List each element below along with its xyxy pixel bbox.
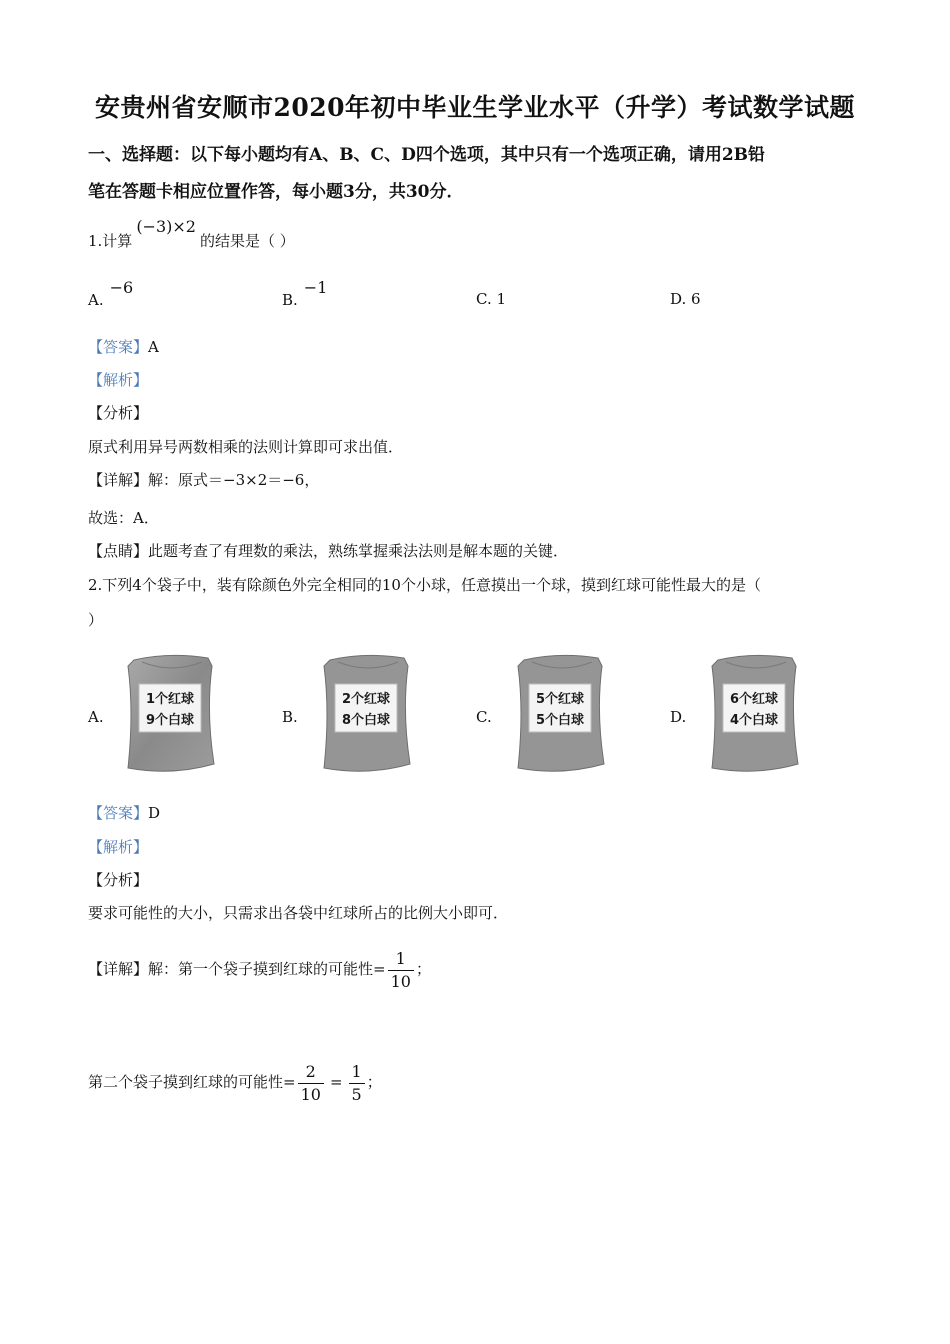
fraction-numerator: 1	[349, 1061, 365, 1084]
fraction-numerator: 2	[298, 1061, 324, 1084]
q2-fenxi: 要求可能性的大小，只需求出各袋中红球所占的比例大小即可．	[88, 904, 509, 922]
q1-answer-tag: 【答案】	[88, 338, 149, 356]
section-header-line1: 一、选择题：以下每小题均有A、B、C、D四个选项，其中只有一个选项正确，请用2B铅	[88, 145, 766, 165]
q1-option-b-letter: B.	[282, 291, 298, 309]
q2-detail-1-end: ；	[415, 960, 431, 978]
q2-bag-a	[122, 652, 218, 778]
q1-option-a	[88, 278, 134, 309]
fraction-denominator: 10	[300, 1084, 321, 1104]
q1-option-c-value: 1	[496, 290, 507, 308]
section-header-line2: 笔在答题卡相应位置作答，每小题3分，共30分．	[88, 182, 464, 202]
q2-detail-tag: 【详解】	[88, 960, 149, 978]
fraction-1-10	[388, 948, 414, 993]
q2-stem-line1: 2.下列4个袋子中，装有除颜色外完全相同的10个小球，任意摸出一个球，摸到红球可能性最大的是（	[88, 576, 761, 594]
fraction-denominator: 10	[390, 971, 411, 991]
q1-option-d-letter: D.	[670, 290, 687, 308]
q2-bag-c-label-1: 5个红球	[535, 692, 585, 707]
sack-image	[706, 652, 802, 774]
q2-bag-b-label-1: 2个红球	[341, 692, 391, 707]
q2-bag-b	[318, 652, 414, 778]
q2-detail-2-end: ；	[366, 1073, 382, 1091]
q1-option-a-value: −6	[109, 278, 134, 297]
q2-bag-d-label-2: 4个白球	[729, 713, 779, 728]
equals-sign: =	[329, 1073, 343, 1091]
q2-answer-value: D	[148, 804, 161, 822]
q2-detail-2	[88, 1059, 382, 1106]
q2-bag-b-letter: B.	[282, 708, 298, 726]
q1-answer-value: A	[148, 338, 159, 356]
q2-detail-1	[88, 946, 431, 993]
q2-answer	[88, 802, 160, 824]
fraction-1-5	[349, 1061, 365, 1106]
q1-option-c-letter: C.	[476, 290, 492, 308]
q1-suffix: 的结果是（ ）	[199, 232, 295, 250]
page-title: 安贵州省安顺市2020年初中毕业生学业水平（升学）考试数学试题	[94, 93, 856, 122]
q2-bag-a-letter: A.	[88, 708, 104, 726]
q1-prefix: 1.计算	[88, 232, 133, 250]
q2-bag-d-label-1: 6个红球	[729, 692, 779, 707]
q1-expression: (−3)×2	[136, 217, 196, 236]
q1-dianjing	[88, 540, 568, 562]
q1-option-d	[670, 290, 701, 308]
q2-bag-d-letter: D.	[670, 708, 687, 726]
q2-detail-2-text: 第二个袋子摸到红球的可能性=	[88, 1073, 296, 1091]
q2-bag-a-label-1: 1个红球	[145, 692, 195, 707]
q1-fenxi: 原式利用异号两数相乘的法则计算即可求出值．	[88, 438, 404, 456]
fraction-numerator: 1	[388, 948, 414, 971]
q1-option-b	[282, 278, 328, 309]
q2-fenxi-tag: 【分析】	[88, 871, 149, 889]
q1-option-a-letter: A.	[88, 291, 104, 309]
q1-stem	[88, 217, 295, 252]
q2-jiexi-tag: 【解析】	[88, 838, 149, 856]
q2-bag-b-label-2: 8个白球	[341, 713, 391, 728]
q1-answer	[88, 336, 159, 358]
q1-dianjing-text: 此题考查了有理数的乘法，熟练掌握乘法法则是解本题的关键．	[148, 542, 569, 560]
q1-choose: 故选：A．	[88, 509, 159, 527]
q2-detail-1-text: 解：第一个袋子摸到红球的可能性=	[148, 960, 386, 978]
sack-image	[122, 652, 218, 774]
q2-answer-tag: 【答案】	[88, 804, 149, 822]
q1-detail-tag: 【详解】	[88, 471, 149, 489]
q1-option-b-value: −1	[303, 278, 328, 297]
fraction-2-10	[298, 1061, 324, 1106]
q1-dianjing-tag: 【点睛】	[88, 542, 149, 560]
q1-fenxi-tag: 【分析】	[88, 404, 149, 422]
q1-detail-text: 解：原式＝−3×2＝−6，	[148, 471, 320, 489]
q2-bag-c	[512, 652, 608, 778]
q2-bag-c-label-2: 5个白球	[535, 713, 585, 728]
q2-bag-a-label-2: 9个白球	[145, 713, 195, 728]
sack-image	[512, 652, 608, 774]
q1-detail	[88, 469, 319, 491]
fraction-denominator: 5	[351, 1084, 362, 1104]
q2-bag-c-letter: C.	[476, 708, 492, 726]
q2-stem-line2: ）	[88, 611, 104, 629]
q2-bag-d	[706, 652, 802, 778]
q1-option-d-value: 6	[691, 290, 701, 308]
q1-jiexi-tag: 【解析】	[88, 371, 149, 389]
q1-option-c	[476, 290, 506, 308]
sack-image	[318, 652, 414, 774]
